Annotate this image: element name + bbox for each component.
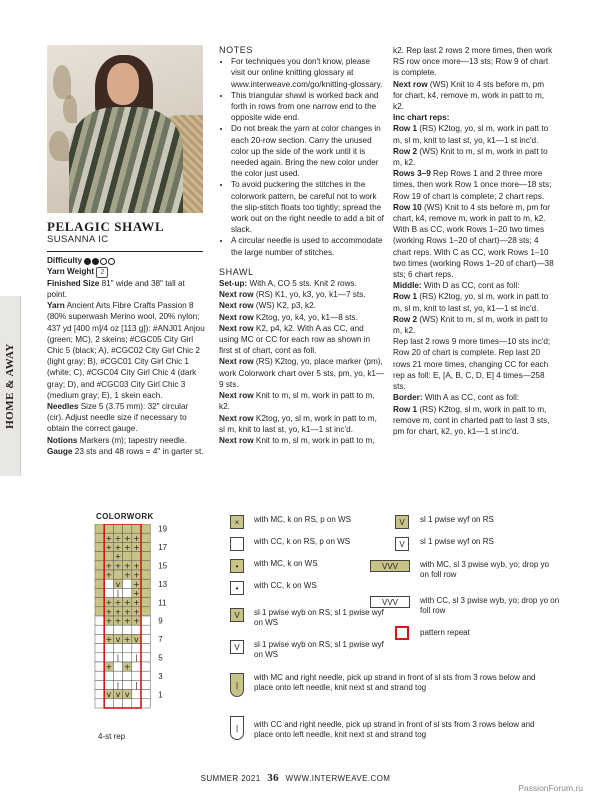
chart-cell	[123, 552, 132, 561]
instruction-text: (WS) K2, p3, k2.	[253, 301, 316, 311]
specs-block	[47, 255, 205, 457]
note-item: • This triangular shawl is worked back and forth in rows from one narrow end to the opposite wide end.	[231, 90, 385, 124]
notes-list	[219, 56, 385, 258]
chart-stitch-symbol: +	[114, 607, 122, 617]
key-label: sl 1 pwise wyf on RS	[420, 515, 494, 524]
instruction-text: (RS) K2tog, sl m, work in patt to m, remove m, cont in charted patt to last 3 sts, pm for chart, k2, yo, k1—1 st inc'd.	[393, 404, 550, 436]
instruction-text: K2, p4, k2. With A as CC, and using MC or CC for each row as shown in first st of chart, cont as foll.	[219, 323, 371, 356]
chart-cell	[132, 552, 141, 561]
chart-cell	[95, 542, 104, 551]
instruction-paragraph	[219, 323, 385, 357]
chart-stitch-symbol: v	[115, 690, 121, 700]
chart-row-number: 7	[158, 635, 163, 645]
chart-cell	[113, 644, 122, 653]
colorwork-chart-title: COLORWORK	[96, 512, 154, 521]
key-label: with MC, k on RS, p on WS	[254, 515, 351, 524]
key-label: with MC and right needle, pick up strand in front of sl sts from 3 rows below and place onto left needle, knit next st and strand tog	[254, 673, 536, 692]
instruction-paragraph	[393, 202, 555, 224]
instruction-lead: Next row	[219, 357, 254, 367]
chart-cell	[141, 607, 150, 616]
chart-cell	[95, 653, 104, 662]
gauge-text: 23 sts and 48 rows = 4" in garter st.	[74, 446, 204, 456]
chart-stitch-symbol: v	[134, 635, 139, 644]
chart-cell	[104, 653, 113, 662]
chart-cell	[95, 598, 104, 607]
designer-name: SUSANNA IC	[47, 234, 109, 245]
chart-cell	[123, 644, 132, 653]
instruction-paragraph	[393, 392, 555, 403]
divider	[47, 251, 203, 252]
chart-stitch-symbol: +	[123, 662, 131, 672]
chart-cell	[104, 680, 113, 689]
chart-stitch-symbol: +	[133, 579, 140, 589]
chart-cell	[141, 644, 150, 653]
chart-stitch-symbol: +	[133, 616, 140, 626]
chart-stitch-symbol: +	[114, 561, 122, 571]
key-label: with CC and right needle, pick up strand in front of sl sts from 3 rows below and place onto left needle, knit next st and strand tog	[254, 720, 535, 739]
chart-cell	[95, 616, 104, 625]
chart-cell	[123, 653, 132, 662]
chart-stitch-symbol: |	[116, 589, 120, 598]
chart-cell	[95, 625, 104, 634]
chart-stitch-symbol: +	[105, 616, 113, 626]
instruction-paragraph	[219, 356, 385, 390]
notions-text: Markers (m); tapestry needle.	[79, 435, 187, 445]
chart-cell	[132, 662, 141, 671]
chart-cell	[123, 579, 132, 588]
instruction-text: With A, CO 5 sts. Knit 2 rows.	[247, 279, 357, 289]
key-kw-mc-symbol: •	[230, 559, 244, 573]
instruction-paragraph	[219, 278, 385, 289]
instruction-paragraph	[219, 300, 385, 311]
chart-cell	[104, 644, 113, 653]
instruction-paragraph	[393, 224, 555, 280]
difficulty-rating	[84, 255, 116, 266]
chart-row-number: 19	[158, 524, 168, 534]
chart-cell	[123, 588, 132, 597]
chart-cell	[141, 579, 150, 588]
chart-cell	[104, 625, 113, 634]
key-label: sl 1 pwise wyf on RS	[420, 537, 494, 546]
chart-cell	[95, 570, 104, 579]
finished-size: 81" wide and 38" tall at point.	[47, 278, 185, 299]
instruction-lead: Rows 3–9	[393, 169, 431, 179]
chart-cell	[141, 542, 150, 551]
chart-stitch-symbol: +	[123, 616, 131, 626]
chart-stitch-symbol: +	[105, 662, 113, 672]
chart-cell	[113, 699, 122, 708]
instruction-lead: Row 1	[393, 124, 418, 134]
needles-text: Size 5 (3.75 mm): 32" circular (cir). Adjust needle size if necessary to obtain the correct gauge.	[47, 401, 189, 434]
key-sl-cc-symbol: V	[230, 640, 244, 654]
instruction-lead: Row 10	[393, 202, 422, 212]
instruction-paragraph	[393, 280, 555, 291]
chart-stitch-symbol: +	[133, 598, 140, 608]
yarn-weight-icon: 2	[96, 267, 108, 278]
instruction-lead: Inc chart reps:	[393, 113, 450, 123]
section-tab	[0, 296, 21, 476]
chart-stitch-symbol: +	[105, 533, 113, 543]
instruction-lead: Border:	[393, 393, 423, 403]
difficulty-dot	[100, 258, 107, 265]
key-sl-mc-symbol: V	[230, 608, 244, 622]
chart-cell	[132, 690, 141, 699]
instruction-text: (WS) Knit to m, sl m, work in patt to m, k2.	[393, 314, 548, 336]
chart-stitch-symbol: +	[114, 533, 122, 543]
chart-cell	[141, 570, 150, 579]
chart-stitch-symbol: |	[116, 653, 120, 663]
chart-cell	[141, 662, 150, 671]
chart-cell	[141, 524, 150, 533]
instruction-lead: Next row	[393, 79, 428, 89]
key-label: with CC, k on WS	[254, 581, 317, 590]
chart-cell	[95, 579, 104, 588]
chart-cell	[95, 607, 104, 616]
chart-row-number: 5	[158, 653, 163, 663]
chart-cell	[95, 634, 104, 643]
chart-stitch-symbol: +	[123, 635, 131, 644]
chart-cell	[95, 588, 104, 597]
instruction-paragraph	[393, 291, 555, 313]
page-number: 36	[267, 772, 280, 784]
chart-stitch-symbol: +	[114, 598, 122, 608]
chart-stitch-symbol: +	[133, 543, 140, 552]
page-footer	[0, 772, 591, 784]
instruction-text: Knit to m, sl m, work in patt to m,	[253, 435, 375, 445]
chart-stitch-symbol: +	[105, 635, 113, 644]
needles-label: Needles	[47, 401, 79, 411]
chart-stitch-symbol: |	[116, 681, 120, 690]
section-tab-label: HOME & AWAY	[4, 343, 16, 429]
chart-cell	[95, 680, 104, 689]
instruction-lead: Row 2	[393, 146, 418, 156]
chart-cell	[95, 552, 104, 561]
chart-cell	[113, 524, 122, 533]
chart-stitch-symbol: v	[124, 690, 130, 700]
chart-cell	[104, 671, 113, 680]
chart-cell	[141, 634, 150, 643]
chart-stitch-symbol: +	[133, 607, 140, 617]
instruction-text: With A as CC, cont as foll:	[422, 393, 520, 403]
instruction-lead: Row 1	[393, 292, 418, 302]
chart-cell	[113, 570, 122, 579]
chart-cell	[123, 524, 132, 533]
instruction-text: K2tog, yo, sl m, work in patt to m, sl m, knit to last st, yo, k1—1 st inc'd.	[219, 413, 377, 434]
note-item: • A circular needle is used to accommodate the large number of stitches.	[231, 235, 385, 257]
key-label: pattern repeat	[420, 628, 470, 637]
pattern-title: PELAGIC SHAWL	[47, 219, 165, 234]
footer-site: WWW.INTERWEAVE.COM	[285, 774, 391, 783]
instruction-lead: Next row	[219, 413, 254, 423]
chart-cell	[141, 533, 150, 542]
chart-stitch-symbol: +	[114, 552, 122, 562]
difficulty-dot	[108, 258, 115, 265]
instruction-lead: Row 2	[393, 314, 418, 324]
instruction-paragraph	[219, 312, 385, 323]
chart-cell	[132, 644, 141, 653]
key-drop3-mc-symbol: VVV	[370, 560, 410, 572]
chart-cell	[141, 699, 150, 708]
key-sl-ws-mc-symbol: V	[395, 515, 409, 529]
instruction-paragraph	[393, 123, 555, 145]
instruction-text: (WS) Knit to m, sl m, work in patt to m, k2.	[393, 146, 548, 168]
chart-cell	[104, 699, 113, 708]
chart-cell	[141, 561, 150, 570]
shawl-instructions-part2	[393, 45, 555, 437]
footer-issue: SUMMER 2021	[200, 774, 261, 783]
key-label: with MC, k on WS	[254, 559, 318, 568]
difficulty-label: Difficulty	[47, 256, 83, 265]
instruction-lead: Next row	[219, 301, 254, 311]
note-item: • To avoid puckering the stitches in the colorwork pattern, be careful not to work the slip-stitch floats too tightly; spread the work out on the right needle to add a bit of slack.	[231, 179, 385, 235]
shawl-instructions-part1	[219, 278, 385, 446]
chart-stitch-symbol: +	[123, 607, 131, 617]
key-label: with CC, k on RS, p on WS	[254, 537, 351, 546]
chart-row-number: 17	[158, 543, 168, 553]
chart-cell	[141, 588, 150, 597]
chart-stitch-symbol: v	[115, 579, 121, 589]
chart-cell	[104, 588, 113, 597]
chart-stitch-symbol: +	[133, 589, 140, 598]
watermark: PassionForum.ru	[518, 783, 583, 793]
chart-cell	[95, 671, 104, 680]
key-label: sl 1 pwise wyb on RS; sl 1 pwise wyf on WS	[254, 608, 384, 627]
chart-stitch-symbol: +	[123, 543, 131, 552]
chart-row-number: 13	[158, 579, 168, 589]
chart-cell	[95, 662, 104, 671]
chart-cell	[95, 690, 104, 699]
chart-cell	[141, 671, 150, 680]
instruction-text: Knit to m, sl m, work in patt to m, k2.	[219, 391, 375, 412]
chart-stitch-symbol: v	[115, 635, 121, 644]
instruction-paragraph	[393, 314, 555, 336]
difficulty-dot	[84, 258, 91, 265]
yarn-label: Yarn	[47, 301, 65, 311]
chart-cell	[104, 579, 113, 588]
instruction-lead: Next row	[219, 435, 254, 445]
chart-row-number: 1	[158, 690, 163, 700]
instruction-lead: Row 1	[393, 404, 418, 414]
chart-stitch-symbol: +	[123, 561, 131, 571]
key-strand-cc-symbol: |	[230, 716, 244, 740]
instruction-lead: Next row	[219, 391, 254, 401]
key-kw-cc-symbol: •	[230, 581, 244, 595]
instruction-text: With D as CC, cont as foll:	[421, 281, 520, 291]
chart-stitch-symbol: +	[123, 533, 131, 543]
instruction-text: With B as CC, work Rows 1–20 two times (working Rows 1–20 of chart)—28 sts; 4 chart reps. With C as CC, work Rows 1–10 two times (working Rows 1–20 of chart)—38 sts; 6 chart reps.	[393, 225, 554, 280]
chart-cell	[113, 625, 122, 634]
chart-cell	[141, 598, 150, 607]
chart-row-number: 15	[158, 561, 168, 571]
chart-row-number: 9	[158, 616, 163, 626]
chart-key	[230, 510, 560, 750]
chart-stitch-symbol: |	[135, 681, 138, 690]
chart-stitch-symbol: +	[114, 616, 122, 626]
instruction-lead: Middle:	[393, 281, 422, 291]
instruction-text: K2tog, yo, k4, yo, k1—8 sts.	[253, 312, 358, 322]
instruction-lead: Next row	[219, 312, 254, 322]
instruction-paragraph	[219, 289, 385, 300]
instruction-text: (WS) Knit to 4 sts before m, pm for chart, k4, remove m, work in patt to m, k2.	[393, 202, 550, 224]
chart-cell	[141, 690, 150, 699]
chart-stitch-symbol: +	[105, 598, 113, 608]
chart-row-number: 11	[158, 598, 167, 608]
notes-column	[219, 45, 385, 446]
instruction-paragraph	[393, 336, 555, 392]
instruction-text: k2. Rep last 2 rows 2 more times, then work RS row once more—13 sts; Row 9 of chart is complete.	[393, 46, 553, 78]
chart-stitch-symbol: +	[105, 570, 113, 580]
chart-cell	[132, 524, 141, 533]
chart-stitch-symbol: +	[105, 561, 113, 571]
chart-stitch-symbol: +	[105, 607, 113, 617]
colorwork-chart	[90, 524, 190, 744]
chart-cell	[132, 625, 141, 634]
chart-stitch-symbol: v	[106, 690, 112, 700]
chart-stitch-symbol: +	[123, 570, 131, 580]
chart-cell	[123, 671, 132, 680]
key-label: with CC, sl 3 pwise wyb, yo; drop yo on foll row	[420, 596, 560, 615]
chart-stitch-symbol: +	[133, 533, 140, 543]
chart-stitch-symbol: +	[123, 598, 131, 608]
key-label: with MC, sl 3 pwise wyb, yo; drop yo on foll row	[420, 560, 549, 579]
instruction-text: (RS) K2tog, yo, sl m, work in patt to m, sl m, knit to last st, yo, k1—1 st inc'd.	[393, 292, 549, 313]
instruction-paragraph	[393, 112, 555, 123]
key-strand-mc-symbol: |	[230, 673, 244, 697]
instruction-lead: Next row	[219, 323, 254, 333]
chart-cell	[104, 552, 113, 561]
chart-cell	[123, 699, 132, 708]
instruction-paragraph	[393, 79, 555, 113]
note-item: • For techniques you don't know, please visit our online knitting glossary at www.interweave.com/go/knitting-glossary.	[231, 56, 385, 90]
chart-cell	[104, 524, 113, 533]
instruction-paragraph	[393, 168, 555, 202]
instruction-paragraph	[219, 413, 385, 435]
chart-cell	[95, 644, 104, 653]
note-item: • Do not break the yarn at color changes in each 20-row section. Carry the unused color up the side of the work until it is needed again. Bring the new color under the color just used.	[231, 123, 385, 179]
chart-cell	[123, 625, 132, 634]
chart-stitch-symbol: +	[133, 570, 140, 580]
instruction-paragraph	[393, 45, 555, 79]
chart-cell	[113, 671, 122, 680]
instruction-text: (RS) K1, yo, k3, yo, k1—7 sts.	[253, 290, 366, 300]
chart-stitch-symbol: |	[135, 653, 138, 663]
key-label: sl 1 pwise wyb on RS; sl 1 pwise wyf on WS	[254, 640, 384, 659]
yarn-text: Ancient Arts Fibre Crafts Passion 8 (80% superwash Merino wool, 20% nylon; 437 yd [400 m]/4 oz [113 g]): #ANJ01 Anjou (green; MC), 2 skeins; #CGC05 City Girl Chic 5 (black; A), #CGC02 City Girl Chic 2 (light gray; B), #CGC01 City Girl Chic 1 (white; C), #CGC04 City Girl Chic 4 (dark gray; D), and #CGC03 City Girl Chic 3 (medium gray; E), 1 skein each.	[47, 301, 205, 400]
pattern-repeat-key-box	[395, 626, 409, 640]
instruction-text: Rep Rows 1 and 2 three more times, then work Row 1 once more—18 sts; Row 19 of chart is complete; 2 chart reps.	[393, 169, 552, 201]
yarn-weight-label: Yarn Weight	[47, 267, 95, 277]
shawl-heading: SHAWL	[219, 266, 254, 277]
key-k-mc-symbol: ×	[230, 515, 244, 529]
instruction-paragraph	[393, 404, 555, 438]
difficulty-dot	[92, 258, 99, 265]
instruction-text: Rep last 2 rows 9 more times—10 sts inc'd; Row 20 of chart is complete. Rep last 20 rows 21 more times, changing CC for each rep as foll: E, [A, B, C, D, E] 4 times—258 sts.	[393, 337, 551, 392]
finished-size-label: Finished Size	[47, 278, 100, 288]
instruction-paragraph	[219, 435, 385, 446]
instruction-text: (RS) K2tog, yo, place marker (pm), work Colorwork chart over 5 sts, pm, yo, k1—9 sts.	[219, 357, 385, 389]
key-k-cc-symbol	[230, 537, 244, 551]
key-drop3-cc-symbol: VVV	[370, 596, 410, 608]
chart-stitch-symbol: +	[105, 543, 113, 552]
chart-cell	[141, 552, 150, 561]
instruction-paragraph	[393, 146, 555, 168]
chart-cell	[95, 699, 104, 708]
instruction-lead: Next row	[219, 290, 254, 300]
gauge-label: Gauge	[47, 446, 73, 456]
chart-stitch-symbol: +	[133, 561, 140, 571]
repeat-label: 4-st rep	[98, 732, 126, 741]
chart-cell	[95, 561, 104, 570]
instruction-text: (RS) K2tog, yo, sl m, work in patt to m, sl m, knit to last st, yo, k1—1 st inc'd.	[393, 124, 549, 145]
notions-label: Notions	[47, 435, 78, 445]
instruction-paragraph	[219, 390, 385, 412]
chart-stitch-symbol: +	[114, 543, 122, 552]
chart-cell	[123, 680, 132, 689]
instruction-text: (WS) Knit to 4 sts before m, pm for chart, k4, remove m, work in patt to m, k2.	[393, 79, 545, 112]
chart-cell	[141, 680, 150, 689]
chart-cell	[141, 653, 150, 662]
chart-cell	[132, 699, 141, 708]
key-sl-ws-cc-symbol: V	[395, 537, 409, 551]
model-photo	[47, 45, 203, 213]
chart-cell	[95, 524, 104, 533]
chart-cell	[132, 671, 141, 680]
instruction-lead: Set-up:	[219, 279, 248, 289]
chart-cell	[141, 616, 150, 625]
chart-row-number: 3	[158, 671, 163, 681]
chart-cell	[95, 533, 104, 542]
notes-heading: NOTES	[219, 45, 254, 55]
chart-cell	[113, 662, 122, 671]
chart-cell	[141, 625, 150, 634]
